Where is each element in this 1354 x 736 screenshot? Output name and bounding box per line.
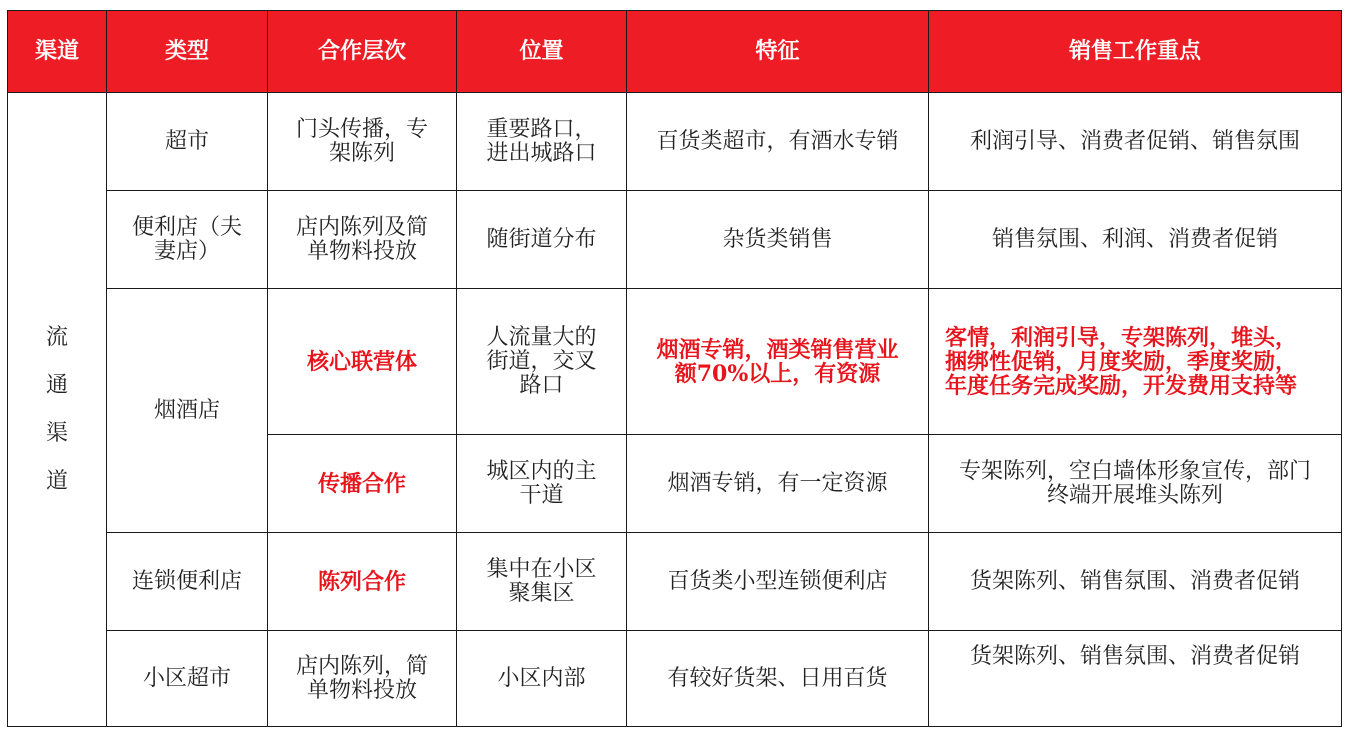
feature-cell [627,191,929,289]
table-row [8,289,1342,435]
header-feature: 特征 [627,11,929,93]
feature-line: 额70%以上，有资源 [674,360,881,387]
level-line: 店内陈列，简 [295,653,428,679]
focus-cell [929,435,1342,533]
focus-line: 年度任务完成奖励，开发费用支持等 [945,372,1298,399]
feature-cell [627,289,929,435]
level-cell [268,191,457,289]
type-cell: 超市 [107,93,268,191]
location-line: 小区内部 [497,665,586,691]
table-row [8,533,1342,631]
header-row [8,11,1342,93]
channel-char: 道 [45,468,68,494]
focus-cell [929,631,1342,727]
location-line: 进出城路口 [486,140,597,166]
location-line: 街道，交叉 [486,348,597,374]
table-row [8,191,1342,289]
feature-line: 烟酒专销，酒类销售营业 [656,336,899,363]
location-line: 路口 [519,372,564,398]
level-line: 单物料投放 [306,238,417,264]
channel-table [7,10,1342,727]
location-line: 集中在小区 [486,556,597,582]
feature-cell [627,533,929,631]
level-line: 单物料投放 [306,677,417,703]
location-cell [457,191,627,289]
table-row [8,93,1342,191]
focus-line: 终端开展堆头陈列 [1046,482,1223,508]
table-wrapper [7,10,1342,727]
location-line: 干道 [519,482,564,508]
level-line: 架陈列 [328,140,395,166]
level-cell [268,93,457,191]
location-cell [457,533,627,631]
feature-line: 百货类小型连锁便利店 [667,568,888,594]
header-type: 类型 [107,11,268,93]
header-channel: 渠道 [8,11,107,93]
location-cell [457,289,627,435]
channel-char: 通 [45,372,68,398]
location-cell [457,631,627,727]
channel-char: 渠 [45,420,68,446]
focus-line: 捆绑性促销，月度奖励，季度奖励， [945,348,1298,375]
type-cell [107,191,268,289]
location-cell [457,93,627,191]
level-line: 门头传播，专 [295,116,428,142]
type-line: 便利店（夫 [131,214,242,240]
focus-line: 专架陈列，空白墙体形象宣传，部门 [958,458,1311,484]
feature-cell [627,631,929,727]
level-line: 店内陈列及简 [295,214,428,240]
focus-line: 客情，利润引导，专架陈列，堆头， [945,324,1298,351]
level-cell: 核心联营体 [268,289,457,435]
channel-char: 流 [45,324,68,350]
focus-cell [929,289,1342,435]
feature-cell [627,435,929,533]
type-cell: 烟酒店 [107,289,268,533]
feature-line: 有较好货架、日用百货 [667,665,888,691]
type-cell: 小区超市 [107,631,268,727]
type-cell: 连锁便利店 [107,533,268,631]
focus-line: 销售氛围、利润、消费者促销 [991,226,1278,252]
level-cell: 陈列合作 [268,533,457,631]
type-line: 妻店） [153,238,220,264]
feature-line: 百货类超市，有酒水专销 [656,128,899,154]
focus-cell [929,191,1342,289]
feature-cell [627,93,929,191]
location-line: 城区内的主 [486,458,597,484]
focus-line: 货架陈列、销售氛围、消费者促销 [969,644,1300,669]
location-line: 聚集区 [508,580,575,606]
header-level: 合作层次 [268,11,457,93]
feature-line: 烟酒专销，有一定资源 [667,470,888,496]
location-cell [457,435,627,533]
focus-cell [929,93,1342,191]
focus-cell [929,533,1342,631]
table-row [8,631,1342,727]
feature-line: 杂货类销售 [722,226,833,252]
level-cell [268,631,457,727]
focus-line: 利润引导、消费者促销、销售氛围 [969,128,1300,154]
focus-line: 货架陈列、销售氛围、消费者促销 [969,568,1300,594]
location-line: 随街道分布 [486,226,597,252]
level-cell: 传播合作 [268,435,457,533]
header-location: 位置 [457,11,627,93]
location-line: 人流量大的 [486,324,597,350]
header-focus: 销售工作重点 [929,11,1342,93]
channel-cell [8,93,107,727]
location-line: 重要路口， [486,116,597,142]
